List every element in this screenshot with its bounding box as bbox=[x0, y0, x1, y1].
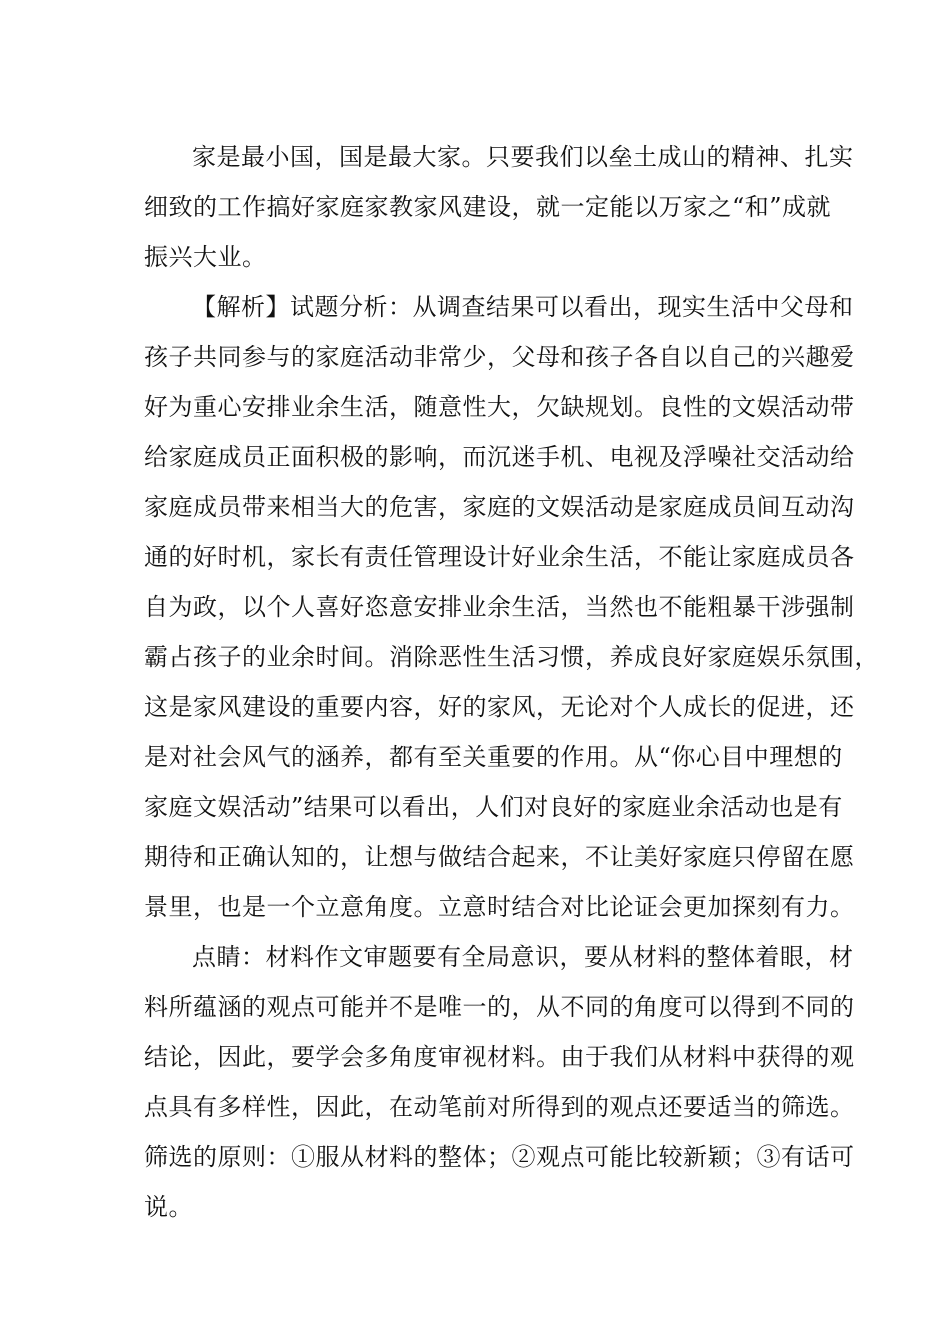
text-line: 振兴大业。 bbox=[144, 243, 267, 271]
text-line: 景里，也是一个立意角度。立意时结合对比论证会更加探刻有力。 bbox=[144, 893, 855, 921]
text-line: 筛选的原则：①服从材料的整体；②观点可能比较新颖；③有话可 bbox=[144, 1143, 855, 1171]
text-line: 结论，因此，要学会多角度审视材料。由于我们从材料中获得的观 bbox=[144, 1043, 855, 1071]
text-line: 家是最小国，国是最大家。只要我们以垒土成山的精神、扎实 bbox=[192, 143, 854, 171]
paragraph-conclusion bbox=[144, 132, 854, 282]
text-line: 这是家风建设的重要内容，好的家风，无论对个人成长的促进，还 bbox=[144, 693, 855, 721]
paragraph-tips bbox=[144, 932, 855, 1232]
text-line: 细致的工作搞好家庭家教家风建设，就一定能以万家之“和”成就 bbox=[144, 193, 832, 221]
text-line: 家庭文娱活动”结果可以看出，人们对良好的家庭业余活动也是有 bbox=[144, 793, 843, 821]
text-line: 点具有多样性，因此，在动笔前对所得到的观点还要适当的筛选。 bbox=[144, 1093, 855, 1121]
text-line: 【解析】试题分析：从调查结果可以看出，现实生活中父母和 bbox=[192, 293, 854, 321]
paragraph-analysis bbox=[144, 282, 879, 932]
text-line: 料所蕴涵的观点可能并不是唯一的，从不同的角度可以得到不同的 bbox=[144, 993, 855, 1021]
text-line: 通的好时机，家长有责任管理设计好业余生活，不能让家庭成员各 bbox=[144, 543, 855, 571]
text-line: 给家庭成员正面积极的影响，而沉迷手机、电视及浮噪社交活动给 bbox=[144, 443, 855, 471]
text-line: 期待和正确认知的，让想与做结合起来，不让美好家庭只停留在愿 bbox=[144, 843, 855, 871]
text-line: 家庭成员带来相当大的危害，家庭的文娱活动是家庭成员间互动沟 bbox=[144, 493, 855, 521]
document-body bbox=[144, 132, 879, 1232]
text-line: 点睛：材料作文审题要有全局意识，要从材料的整体着眼，材 bbox=[192, 943, 854, 971]
text-line: 孩子共同参与的家庭活动非常少，父母和孩子各自以自己的兴趣爱 bbox=[144, 343, 855, 371]
text-line: 自为政，以个人喜好恣意安排业余生活，当然也不能粗暴干涉强制 bbox=[144, 593, 855, 621]
text-line: 说。 bbox=[144, 1193, 193, 1221]
text-line: 是对社会风气的涵养，都有至关重要的作用。从“你心目中理想的 bbox=[144, 743, 843, 771]
text-line: 霸占孩子的业余时间。消除恶性生活习惯，养成良好家庭娱乐氛围， bbox=[144, 643, 879, 671]
text-line: 好为重心安排业余生活，随意性大，欠缺规划。良性的文娱活动带 bbox=[144, 393, 855, 421]
